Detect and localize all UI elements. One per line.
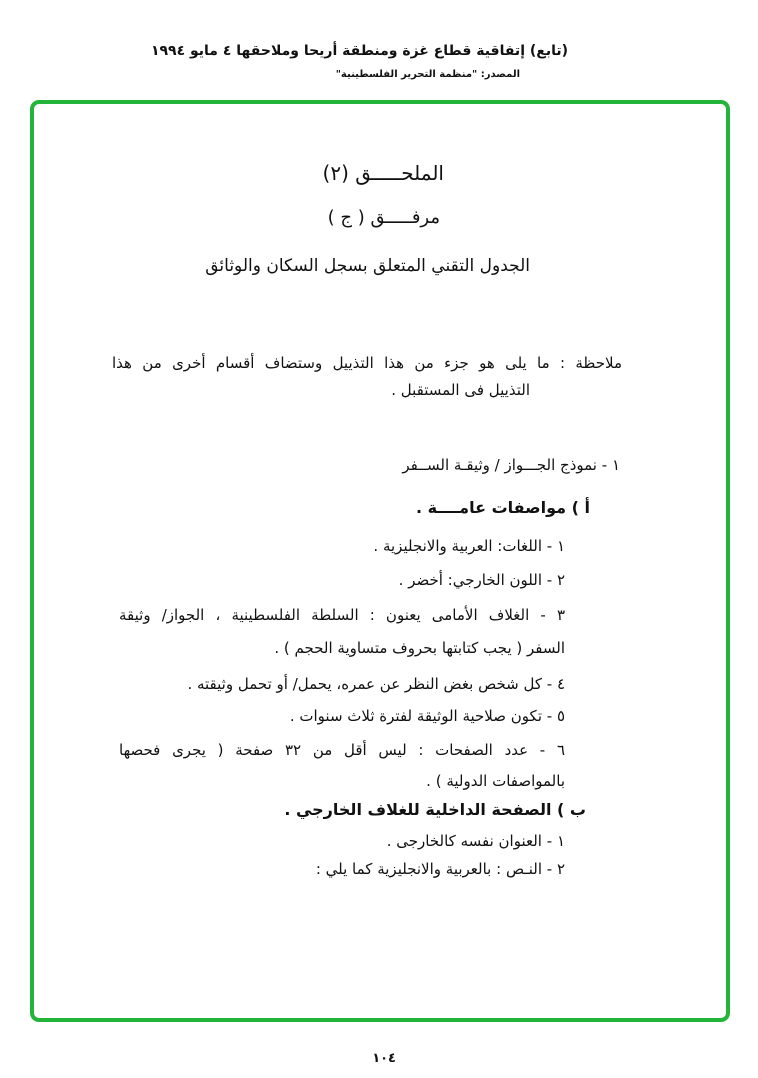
part-a-item-6: ٦ - عدد الصفحات : ليس أقل من ٣٢ صفحة ( يجرى فحصها bbox=[119, 741, 565, 759]
note-line-1: ملاحظة : ما يلى هو جزء من هذا التذييل وستضاف أقسام أخرى من هذا bbox=[112, 354, 622, 372]
green-frame bbox=[30, 100, 730, 1022]
part-a-item-5: ٥ - تكون صلاحية الوثيقة لفترة ثلاث سنوات . bbox=[289, 707, 565, 725]
part-b-item-1: ١ - العنوان نفسه كالخارجى . bbox=[386, 832, 565, 850]
part-a-item-3-cont: السفر ( يجب كتابتها بحروف متساوية الحجم ) . bbox=[274, 639, 565, 657]
header-title: (تابع) إتفاقية قطاع غزة ومنطقة أريحا وملاحقها ٤ مايو ١٩٩٤ bbox=[150, 43, 568, 59]
part-a-item-2: ٢ - اللون الخارجي: أخضر . bbox=[398, 571, 565, 589]
page-number: ١٠٤ bbox=[372, 1051, 396, 1066]
header-source: المصدر: "منظمة التحرير الفلسطينية" bbox=[335, 69, 520, 80]
annex-heading: الملحـــــق (٢) bbox=[322, 161, 444, 185]
part-b-heading: ب ) الصفحة الداخلية للغلاف الخارجي . bbox=[284, 800, 586, 819]
part-a-item-6-cont: بالمواصفات الدولية ) . bbox=[426, 772, 565, 790]
part-a-item-4: ٤ - كل شخص بغض النظر عن عمره، يحمل/ أو تحمل وثيقته . bbox=[187, 675, 565, 693]
note-line-2: التذييل فى المستقبل . bbox=[391, 381, 530, 399]
section-1-heading: ١ - نموذج الجـــواز / وثيقـة الســفر bbox=[402, 456, 620, 474]
part-a-item-3: ٣ - الغلاف الأمامى يعنون : السلطة الفلسطينية ، الجواز/ وثيقة bbox=[119, 606, 565, 624]
document-title: الجدول التقني المتعلق بسجل السكان والوثائق bbox=[205, 256, 530, 276]
part-a-heading: أ ) مواصفات عامــــة . bbox=[415, 498, 590, 517]
attachment-heading: مرفـــــق ( ج ) bbox=[327, 207, 440, 228]
part-a-item-1: ١ - اللغات: العربية والانجليزية . bbox=[373, 537, 565, 555]
part-b-item-2: ٢ - النـص : بالعربية والانجليزية كما يلي : bbox=[315, 860, 565, 878]
